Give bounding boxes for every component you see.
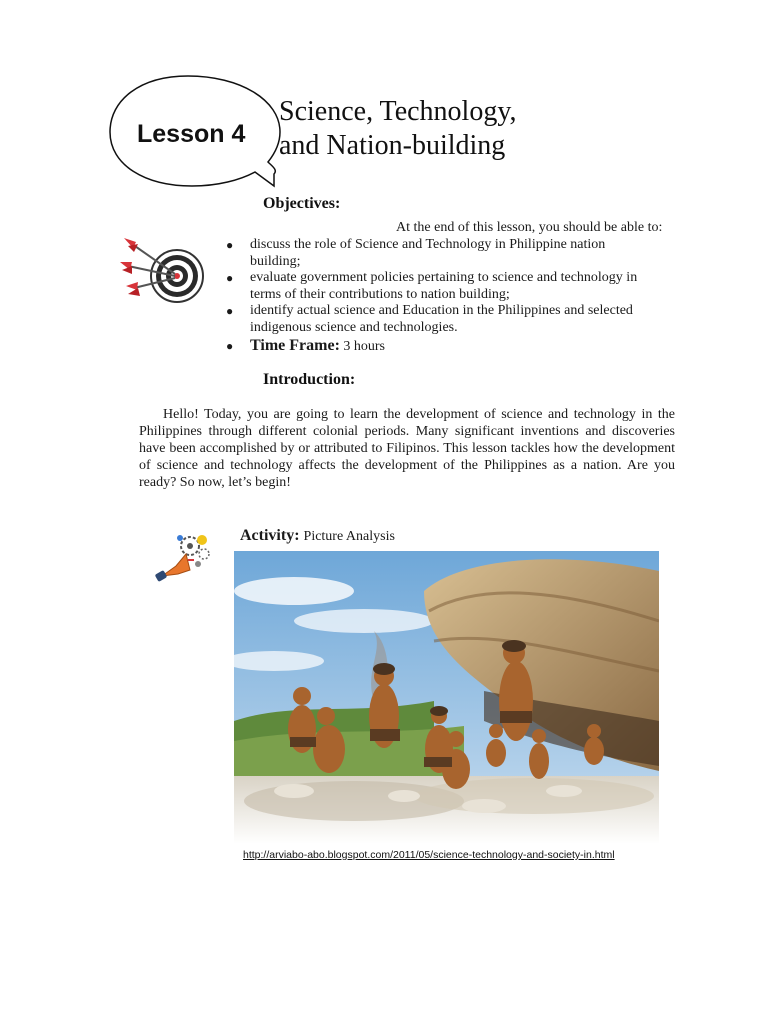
objectives-intro: At the end of this lesson, you should be able to:: [396, 220, 663, 235]
source-link[interactable]: http://arviabo-abo.blogspot.com/2011/05/science-technology-and-society-in.html: [243, 849, 615, 861]
introduction-heading: Introduction:: [263, 371, 356, 388]
activity-label: Activity:: [240, 527, 300, 544]
time-frame-value: 3 hours: [343, 339, 386, 354]
objectives-list: [226, 237, 646, 356]
page-title-line-1: Science, Technology,: [279, 96, 517, 127]
activity-value: Picture Analysis: [303, 529, 395, 544]
introduction-paragraph: Hello! Today, you are going to learn the development of science and technology in the Philippines through different colonial periods. Many significant inventions and discoveries have been accomplished by or attributed to Filipinos. This lesson tackles how the development of science and technology affects the development of the Philippines as a nation. Are you ready? So now, let’s begin!: [139, 407, 675, 490]
target-with-darts-icon: [120, 236, 204, 306]
time-frame-item: [226, 338, 646, 356]
lesson-label: Lesson 4: [137, 120, 246, 148]
megaphone-gears-icon: [154, 530, 214, 586]
activity-picture: [234, 551, 659, 844]
objective-item: ● identify actual science and Education in the Philippines and selected indigenous science and technologies.: [226, 303, 646, 336]
page-title-line-2: and Nation-building: [279, 130, 506, 161]
objective-item: ● discuss the role of Science and Technology in Philippine nation building;: [226, 237, 646, 270]
activity-line: [240, 527, 395, 545]
time-frame-label: Time Frame:: [250, 337, 340, 354]
objectives-heading: Objectives:: [263, 195, 341, 212]
objective-item: ● evaluate government policies pertaining to science and technology in terms of their contributions to nation building;: [226, 270, 646, 303]
